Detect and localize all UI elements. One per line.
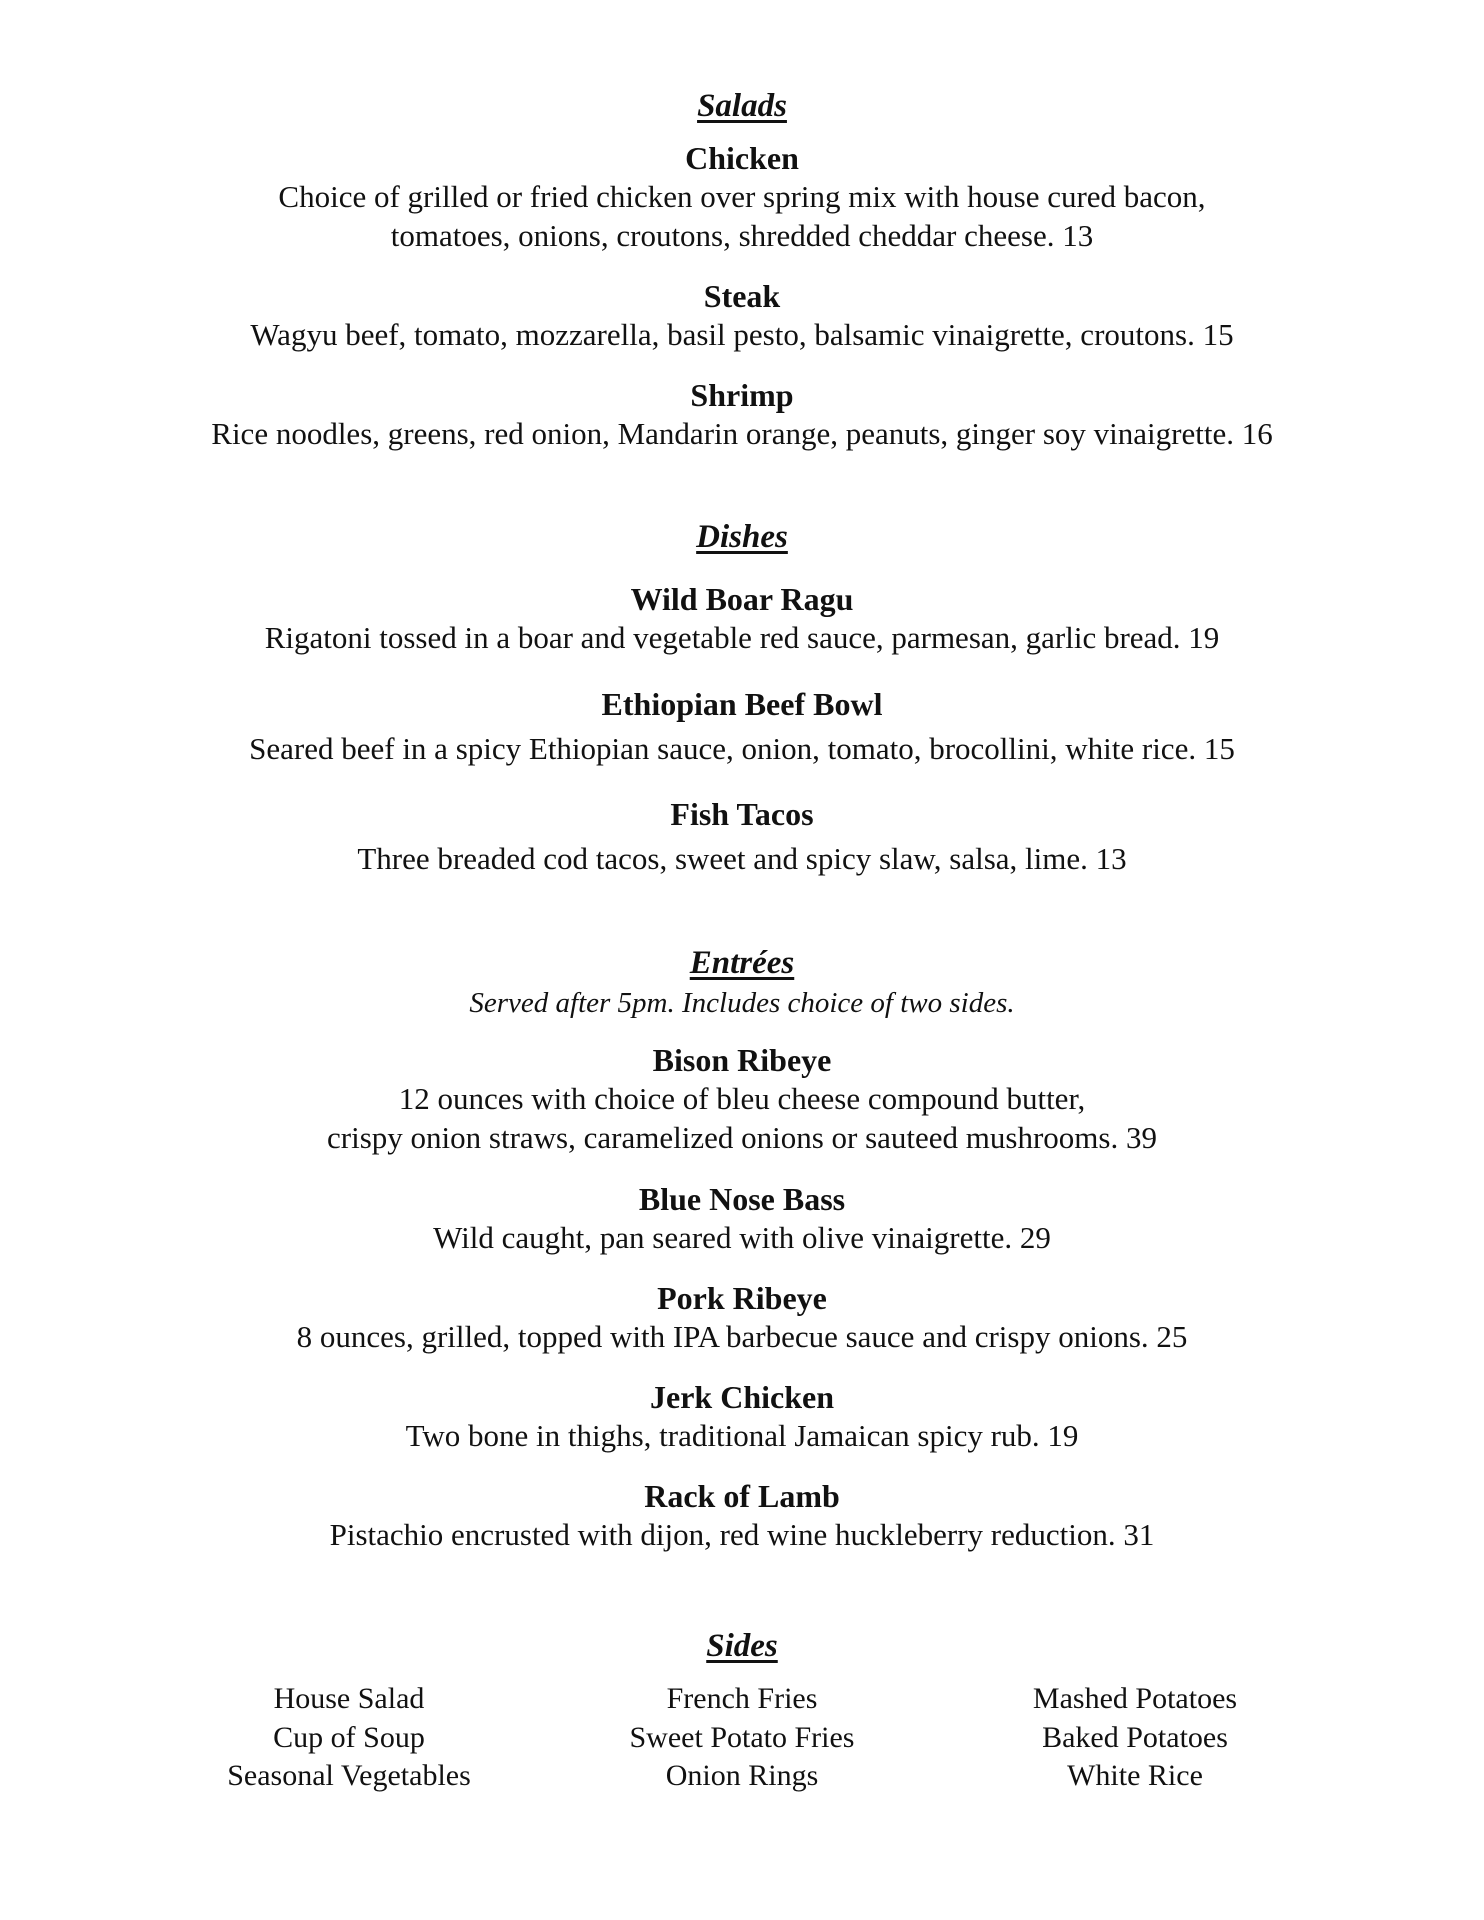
item-name-ethiopian-beef-bowl: Ethiopian Beef Bowl [601, 686, 883, 722]
item-desc-steak-salad: Wagyu beef, tomato, mozzarella, basil pesto, balsamic vinaigrette, croutons. 15 [250, 317, 1234, 352]
side-item: White Rice [1067, 1759, 1203, 1792]
item-name-rack-of-lamb: Rack of Lamb [644, 1478, 840, 1514]
item-name-chicken-salad: Chicken [685, 140, 799, 176]
item-name-blue-nose-bass: Blue Nose Bass [638, 1181, 846, 1217]
item-desc-shrimp-salad: Rice noodles, greens, red onion, Mandarin orange, peanuts, ginger soy vinaigrette. 16 [211, 416, 1273, 451]
side-item: Mashed Potatoes [1032, 1682, 1238, 1715]
side-item: Sweet Potato Fries [629, 1720, 855, 1754]
section-title-salads: Salads [697, 88, 787, 124]
item-name-bison-ribeye: Bison Ribeye [652, 1042, 832, 1078]
side-item: House Salad [273, 1682, 425, 1715]
item-name-shrimp-salad: Shrimp [690, 377, 794, 413]
item-desc-bison-ribeye-line-1: 12 ounces with choice of bleu cheese compound butter, [398, 1081, 1086, 1116]
item-desc-rack-of-lamb: Pistachio encrusted with dijon, red wine huckleberry reduction. 31 [329, 1517, 1155, 1552]
item-desc-chicken-salad-line-2: tomatoes, onions, croutons, shredded cheddar cheese. 13 [390, 218, 1094, 253]
item-desc-chicken-salad-line-1: Choice of grilled or fried chicken over spring mix with house cured bacon, [278, 179, 1206, 214]
side-item: Onion Rings [665, 1759, 819, 1792]
sides-column-1 [149, 1680, 549, 1796]
item-desc-fish-tacos: Three breaded cod tacos, sweet and spicy slaw, salsa, lime. 13 [357, 841, 1127, 876]
item-name-jerk-chicken: Jerk Chicken [650, 1379, 834, 1415]
item-name-steak-salad: Steak [703, 278, 781, 314]
side-item: Cup of Soup [273, 1720, 425, 1754]
sides-column-2 [542, 1680, 942, 1796]
entrees-subtitle: Served after 5pm. Includes choice of two sides. [469, 987, 1015, 1019]
item-name-fish-tacos: Fish Tacos [670, 796, 814, 832]
side-item: French Fries [666, 1682, 818, 1715]
item-desc-jerk-chicken: Two bone in thighs, traditional Jamaican spicy rub. 19 [405, 1418, 1079, 1453]
section-title-entrees: Entrées [689, 945, 795, 981]
item-name-wild-boar-ragu: Wild Boar Ragu [630, 581, 854, 617]
item-desc-ethiopian-beef-bowl: Seared beef in a spicy Ethiopian sauce, onion, tomato, brocollini, white rice. 15 [249, 731, 1235, 766]
item-desc-blue-nose-bass: Wild caught, pan seared with olive vinaigrette. 29 [433, 1220, 1051, 1255]
section-title-sides: Sides [706, 1628, 778, 1664]
item-desc-bison-ribeye-line-2: crispy onion straws, caramelized onions or sauteed mushrooms. 39 [327, 1120, 1157, 1155]
sides-column-3 [935, 1680, 1335, 1796]
side-item: Baked Potatoes [1042, 1720, 1228, 1754]
item-desc-pork-ribeye: 8 ounces, grilled, topped with IPA barbecue sauce and crispy onions. 25 [296, 1319, 1188, 1354]
item-desc-wild-boar-ragu: Rigatoni tossed in a boar and vegetable red sauce, parmesan, garlic bread. 19 [264, 620, 1220, 655]
side-item: Seasonal Vegetables [227, 1759, 471, 1792]
section-title-dishes: Dishes [696, 519, 788, 555]
item-name-pork-ribeye: Pork Ribeye [657, 1280, 827, 1316]
